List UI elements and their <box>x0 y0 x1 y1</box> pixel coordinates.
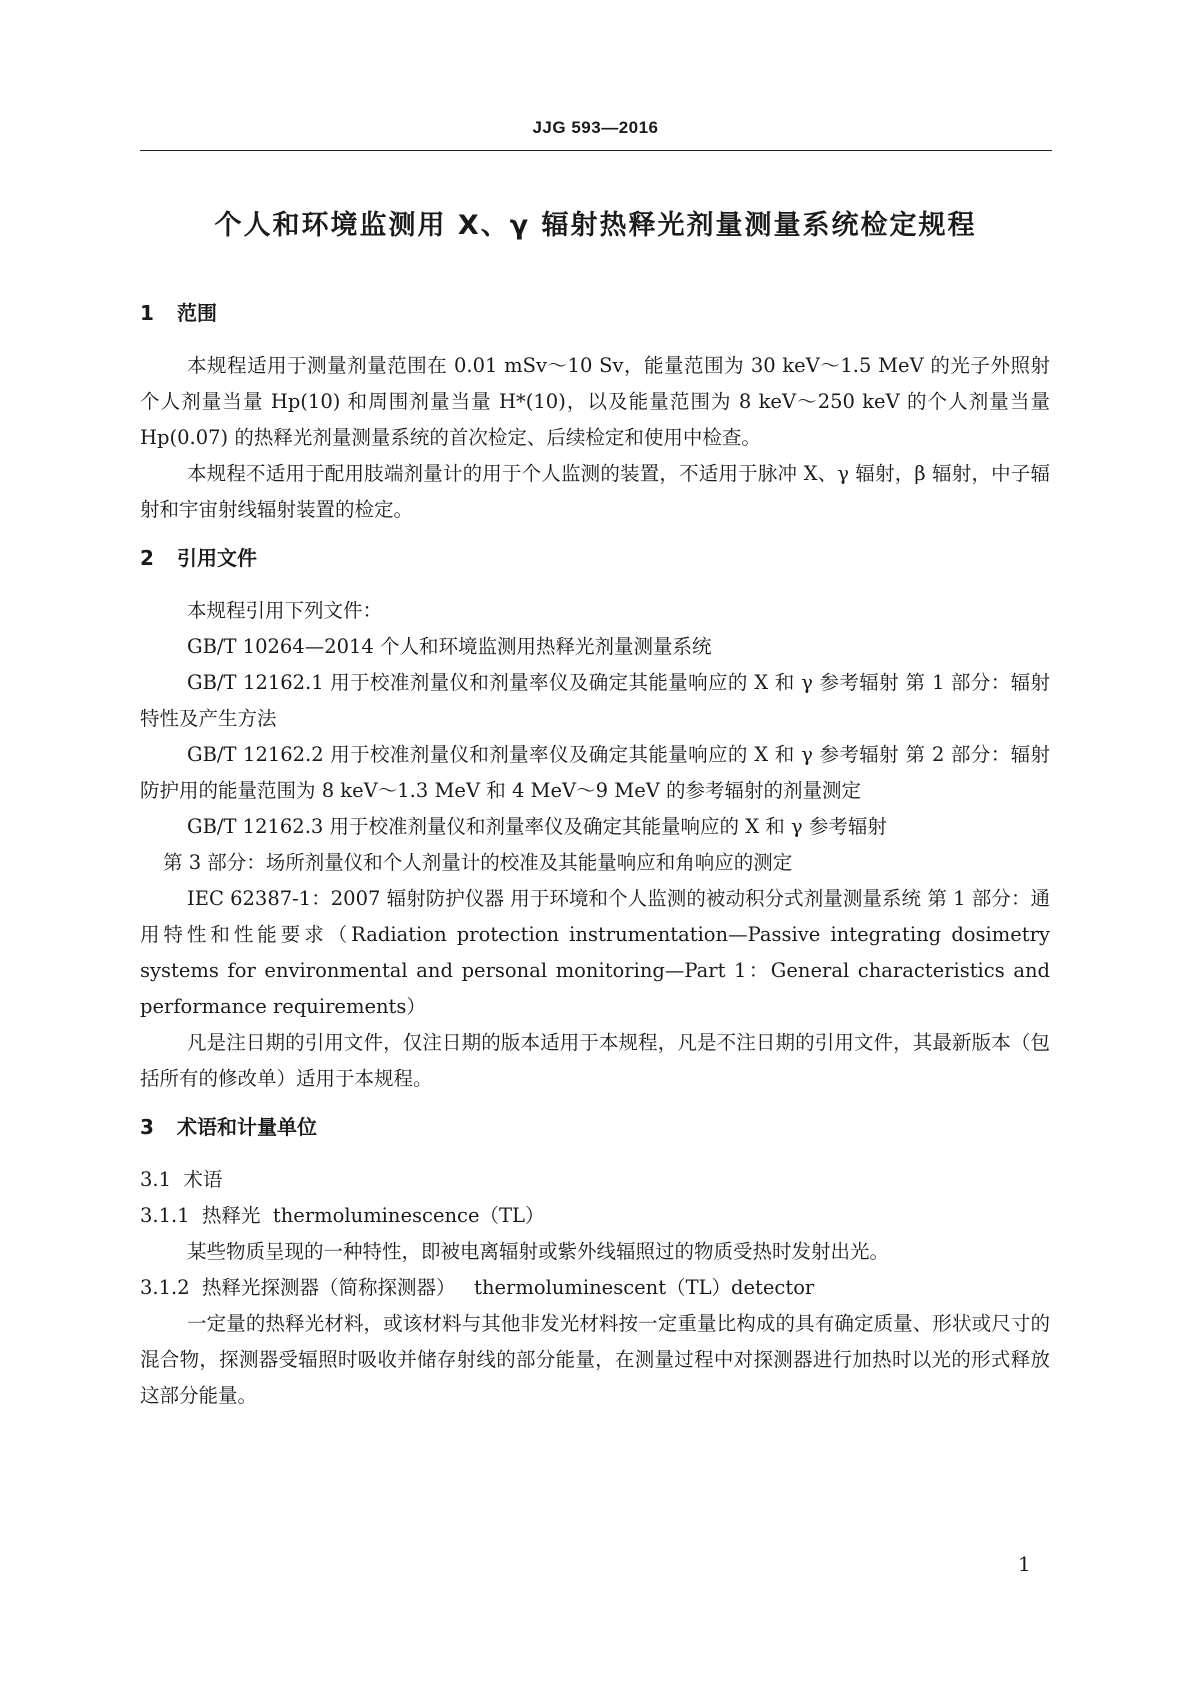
reference-item: GB/T 12162.2 用于校准剂量仪和剂量率仪及确定其能量响应的 X 和 γ 参考辐射 第 2 部分：辐射防护用的能量范围为 8 keV～1.3 MeV 和 4 MeV～9 MeV 的参考辐射的剂量测定 <box>140 743 1050 802</box>
section-title: 引用文件 <box>177 546 257 570</box>
reference-item: GB/T 12162.1 用于校准剂量仪和剂量率仪及确定其能量响应的 X 和 γ 参考辐射 第 1 部分：辐射特性及产生方法 <box>140 671 1050 730</box>
section-heading-terms <box>140 1110 1050 1144</box>
standard-code: JJG 593—2016 <box>532 118 659 137</box>
term-definition: 一定量的热释光材料，或该材料与其他非发光材料按一定重量比构成的具有确定质量、形状或尺寸的混合物，探测器受辐照时吸收并储存射线的部分能量，在测量过程中对探测器进行加热时以光的形式释放这部分能量。 <box>140 1312 1050 1407</box>
term-definition: 某些物质呈现的一种特性，即被电离辐射或紫外线辐照过的物质受热时发射出光。 <box>187 1240 890 1263</box>
header-rule <box>140 150 1052 151</box>
section-number: 1 <box>140 301 154 325</box>
scope-paragraph-1: 本规程适用于测量剂量范围在 0.01 mSv～10 Sv，能量范围为 30 keV～1.5 MeV 的光子外照射个人剂量当量 Hp(10) 和周围剂量当量 H*(10)，以及能量范围为 8 keV～250 keV 的个人剂量当量 Hp(0.07) 的热释光剂量测量系统的首次检定、后续检定和使用中检查。 <box>140 354 1050 449</box>
reference-item: GB/T 12162.3 用于校准剂量仪和剂量率仪及确定其能量响应的 X 和 γ 参考辐射 <box>187 815 887 838</box>
document-title: 个人和环境监测用 X、γ 辐射热释光剂量测量系统检定规程 <box>214 210 977 241</box>
references-note: 凡是注日期的引用文件，仅注日期的版本适用于本规程，凡是不注日期的引用文件，其最新版本（包括所有的修改单）适用于本规程。 <box>140 1031 1050 1090</box>
reference-item-continuation: 第 3 部分：场所剂量仪和个人剂量计的校准及其能量响应和角响应的测定 <box>163 851 793 874</box>
term-label: 3.1.2 热释光探测器（简称探测器） thermoluminescent（TL）detector <box>140 1276 815 1299</box>
section-number: 3 <box>140 1115 154 1139</box>
section-number: 2 <box>140 546 154 570</box>
section-heading-scope <box>140 296 1050 330</box>
term-label: 3.1.1 热释光 thermoluminescence（TL） <box>140 1204 545 1227</box>
reference-item: IEC 62387-1：2007 辐射防护仪器 用于环境和个人监测的被动积分式剂量测量系统 第 1 部分：通用特性和性能要求（Radiation protection instrumentation—Passive integrating dosimetry systems for environmental and personal monitoring—Part 1：General characteristics and performance requirements） <box>140 887 1050 1018</box>
body-content <box>140 296 1050 1414</box>
section-title: 范围 <box>177 301 217 325</box>
references-intro: 本规程引用下列文件： <box>187 599 383 622</box>
page-number: 1 <box>1018 1552 1031 1576</box>
section-heading-references <box>140 541 1050 575</box>
scope-paragraph-2: 本规程不适用于配用肢端剂量计的用于个人监测的装置，不适用于脉冲 X、γ 辐射，β 辐射，中子辐射和宇宙射线辐射装置的检定。 <box>140 462 1050 521</box>
subsection-label: 3.1 术语 <box>140 1168 223 1191</box>
reference-item: GB/T 10264—2014 个人和环境监测用热释光剂量测量系统 <box>187 635 712 658</box>
section-title: 术语和计量单位 <box>177 1115 317 1139</box>
